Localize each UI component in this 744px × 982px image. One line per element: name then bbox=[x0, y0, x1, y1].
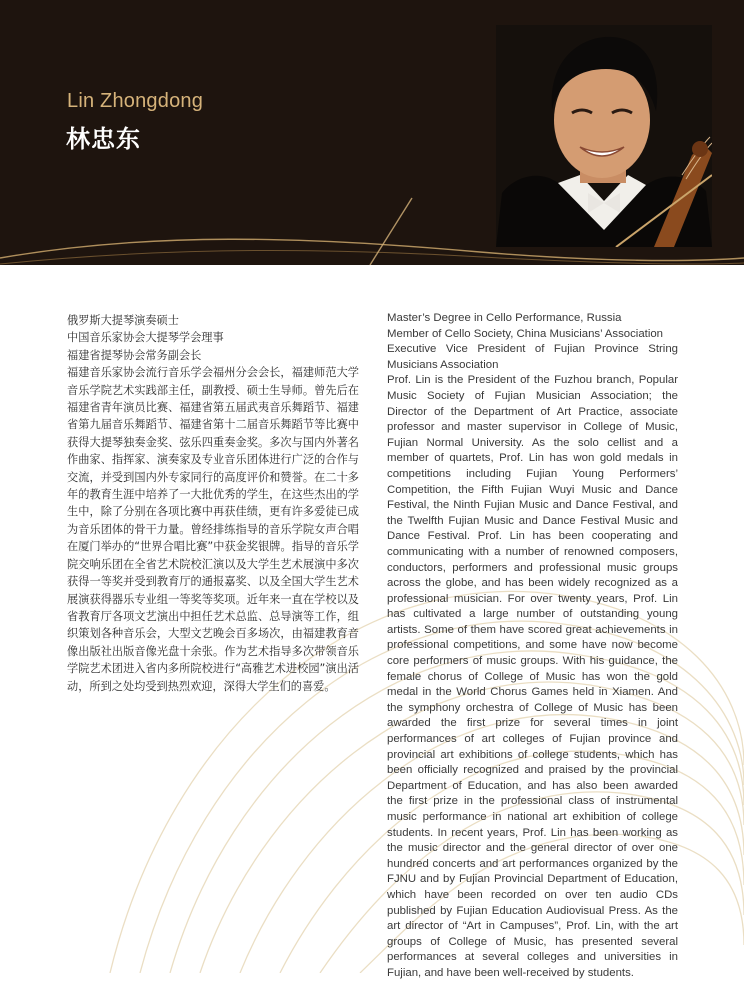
chinese-biography bbox=[67, 312, 359, 695]
en-title-line: Member of Cello Society, China Musicians’ Association bbox=[387, 327, 664, 340]
name-chinese: 林忠东 bbox=[66, 125, 141, 153]
english-biography bbox=[387, 311, 678, 982]
en-body-text: Prof. Lin is the President of the Fuzhou branch, Popular Music Society of Fujian Musician Association; the Director of the Department of Art Practice, associate professor and master supervisor in College of Music, Fujian Normal University. As the solo cellist and a member of quartets, Prof. Lin has won gold medals in competitions including Fujian Young Performers’ Competition, the Fifth Fujian Wuyi Music and Dance Festival, the Ninth Fujian Music and Dance Festival, and the Twelfth Fujian Music and Dance Festival Music and Dance Festival. Prof. Lin has been cooperating and communicating with a number of renowned composers, conductors, performers and professional music groups across the globe, and has been widely recognized as a professional musician. For over twenty years, Prof. Lin has cultivated a large number of outstanding young artists. Some of them have scored great achievements in professional competitions, and some have now become core performers of music groups. With his guidance, the female chorus of College of Music has won the gold medal in the World Chorus Games held in Xiamen. And the symphony orchestra of College of Music has been awarded the first prize for several times in joint performances of art colleges of Fujian province and provincial art exhibitions of college students, which has been officially recognized and praised by the provincial Department of Education, and has also been awarded the first prize in the professional class of instrumental music performance in national art exhibition of college students. In recent years, Prof. Lin has been working as the music director and the general director of over one hundred concerts and art performances organized by the FJNU and by Fujian Provincial Department of Education, which have been recorded on over ten audio CDs published by Fujian Education Audiovisual Press. As the art director of “Art in Campuses”, Prof. Lin, with the art groups of College of Music, has presented several performances at several colleges and universities in Fujian, and have been well-received by students. bbox=[387, 374, 678, 979]
zh-title-line: 俄罗斯大提琴演奏硕士 bbox=[67, 314, 179, 327]
en-title-line: Master’s Degree in Cello Performance, Russia bbox=[387, 312, 622, 324]
en-title-line: Executive Vice President of Fujian Province String Musicians Association bbox=[387, 343, 678, 371]
zh-body-text: 福建音乐家协会流行音乐学会福州分会会长，福建师范大学音乐学院艺术实践部主任，副教授、硕士生导师。曾先后在福建省青年演员比赛、福建省第五届武夷音乐舞蹈节、福建省第九届音乐舞蹈节、福建省第十二届音乐舞蹈节等比赛中获得大提琴独奏金奖、弦乐四重奏金奖。多次与国内外著名作曲家、指挥家、演奏家及专业音乐团体进行广泛的合作与交流，并受到国内外专家同行的高度评价和赞誉。在二十多年的教育生涯中培养了一大批优秀的学生，在这些杰出的学生中，除了分别在各项比赛中再获佳绩，更有许多爱徒已成为音乐团体的骨干力量。曾经排练指导的音乐学院女声合唱在厦门举办的“世界合唱比赛”中获金奖银牌。指导的音乐学院交响乐团在全省艺术院校汇演以及大学生艺术展演中多次获得一等奖并受到教育厅的通报嘉奖、以及全国大学生艺术展演获得器乐专业组一等奖等奖项。近年来一直在学校以及省教育厅各项文艺演出中担任艺术总监、总导演等工作，组织策划各种音乐会，大型文艺晚会百多场次，由福建教育音像出版社出版音像光盘十余张。作为艺术指导多次带领音乐学院艺术团进入省内多所院校进行“高雅艺术进校园”演出活动，所到之处均受到热烈欢迎，深得大学生们的喜爱。 bbox=[67, 366, 359, 693]
zh-title-line: 中国音乐家协会大提琴学会理事 bbox=[67, 331, 224, 345]
zh-title-line: 福建省提琴协会常务副会长 bbox=[67, 348, 202, 362]
portrait-icon bbox=[496, 25, 712, 247]
portrait-photo bbox=[496, 25, 712, 247]
header-banner bbox=[0, 0, 744, 265]
name-english: Lin Zhongdong bbox=[67, 90, 204, 112]
